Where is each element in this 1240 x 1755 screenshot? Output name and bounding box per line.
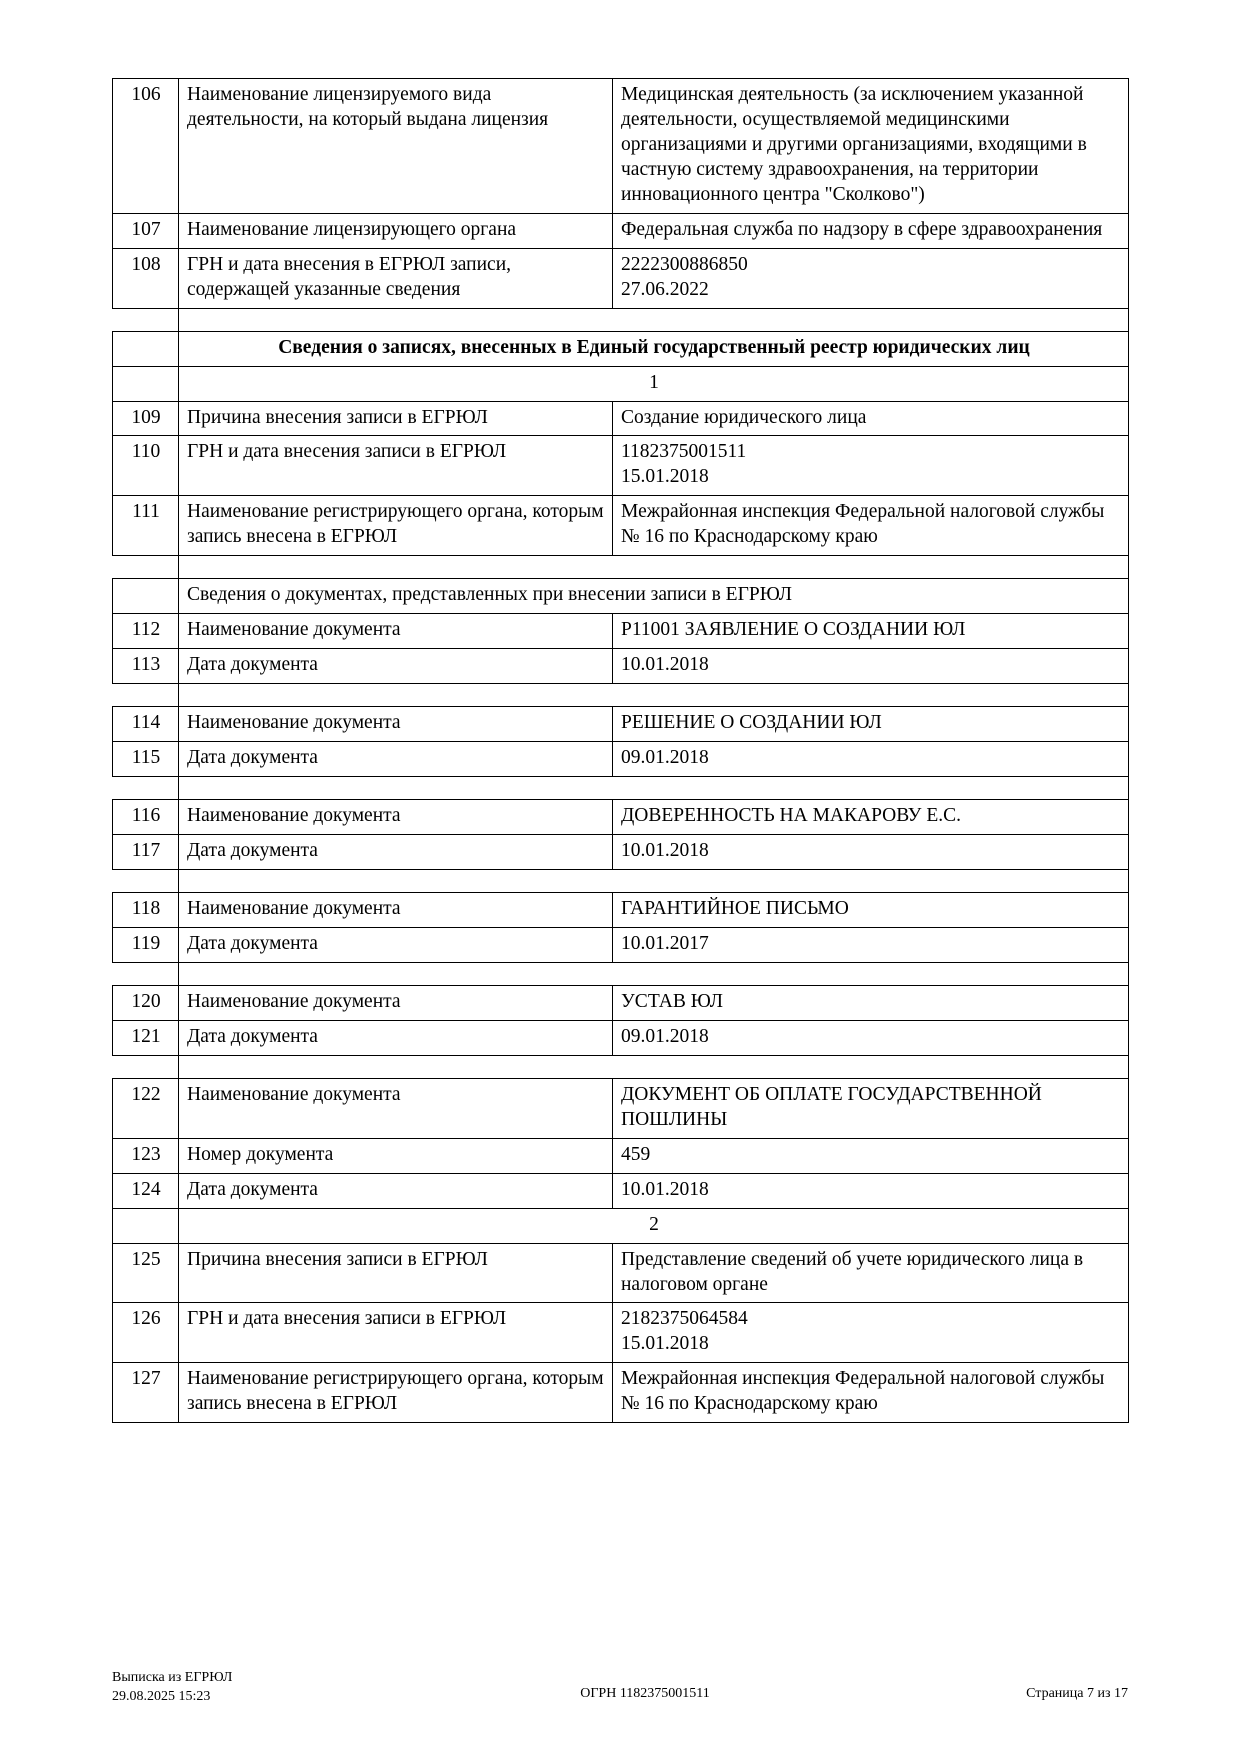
subsection-gutter xyxy=(113,579,179,614)
table-row xyxy=(113,1173,1129,1208)
row-number: 117 xyxy=(113,835,179,870)
row-number: 127 xyxy=(113,1363,179,1423)
spacer-cell-left xyxy=(113,869,179,892)
row-field-name: Дата документа xyxy=(179,742,613,777)
row-number: 107 xyxy=(113,213,179,248)
row-number: 119 xyxy=(113,927,179,962)
table-row xyxy=(113,649,1129,684)
table-row xyxy=(113,985,1129,1020)
row-number: 113 xyxy=(113,649,179,684)
table-spacer-row xyxy=(113,556,1129,579)
row-field-name: Наименование документа xyxy=(179,614,613,649)
table-spacer-row xyxy=(113,308,1129,331)
table-row xyxy=(113,1138,1129,1173)
spacer-cell-left xyxy=(113,684,179,707)
spacer-cell-left xyxy=(113,556,179,579)
spacer-cell xyxy=(179,777,1129,800)
row-field-value: Межрайонная инспекция Федеральной налоговой службы № 16 по Краснодарскому краю xyxy=(613,496,1129,556)
row-field-value: 1182375001511 15.01.2018 xyxy=(613,436,1129,496)
footer-page-number: Страница 7 из 17 xyxy=(1026,1686,1128,1702)
row-field-value: 459 xyxy=(613,1138,1129,1173)
row-field-name: Наименование документа xyxy=(179,985,613,1020)
table-row xyxy=(113,213,1129,248)
table-spacer-row xyxy=(113,1055,1129,1078)
table-row xyxy=(113,927,1129,962)
section-heading: Сведения о записях, внесенных в Единый государственный реестр юридических лиц xyxy=(179,331,1129,366)
row-field-name: Номер документа xyxy=(179,1138,613,1173)
row-number: 106 xyxy=(113,79,179,214)
group-index-label: 1 xyxy=(179,366,1129,401)
table-row xyxy=(113,79,1129,214)
table-row xyxy=(113,1078,1129,1138)
row-field-name: Наименование документа xyxy=(179,707,613,742)
spacer-cell xyxy=(179,962,1129,985)
table-row xyxy=(113,1303,1129,1363)
section-gutter xyxy=(113,331,179,366)
row-field-value: 10.01.2017 xyxy=(613,927,1129,962)
row-field-name: ГРН и дата внесения записи в ЕГРЮЛ xyxy=(179,1303,613,1363)
row-field-value: Создание юридического лица xyxy=(613,401,1129,436)
row-field-name: Причина внесения записи в ЕГРЮЛ xyxy=(179,1243,613,1303)
row-field-name: Причина внесения записи в ЕГРЮЛ xyxy=(179,401,613,436)
group-gutter xyxy=(113,366,179,401)
table-row xyxy=(113,1363,1129,1423)
row-number: 122 xyxy=(113,1078,179,1138)
table-spacer-row xyxy=(113,962,1129,985)
footer-ogrn: ОГРН 1182375001511 xyxy=(580,1686,710,1702)
table-row xyxy=(113,248,1129,308)
row-field-value: УСТАВ ЮЛ xyxy=(613,985,1129,1020)
row-field-name: Наименование документа xyxy=(179,800,613,835)
row-field-name: Наименование лицензирующего органа xyxy=(179,213,613,248)
table-row xyxy=(113,401,1129,436)
row-number: 120 xyxy=(113,985,179,1020)
row-field-value: РЕШЕНИЕ О СОЗДАНИИ ЮЛ xyxy=(613,707,1129,742)
table-row xyxy=(113,800,1129,835)
row-number: 121 xyxy=(113,1020,179,1055)
section-heading-row xyxy=(113,331,1129,366)
row-field-name: Наименование документа xyxy=(179,892,613,927)
row-field-value: Р11001 ЗАЯВЛЕНИЕ О СОЗДАНИИ ЮЛ xyxy=(613,614,1129,649)
row-field-value: Федеральная служба по надзору в сфере здравоохранения xyxy=(613,213,1129,248)
row-number: 124 xyxy=(113,1173,179,1208)
row-field-value: ДОКУМЕНТ ОБ ОПЛАТЕ ГОСУДАРСТВЕННОЙ ПОШЛИНЫ xyxy=(613,1078,1129,1138)
row-field-name: ГРН и дата внесения записи в ЕГРЮЛ xyxy=(179,436,613,496)
row-number: 108 xyxy=(113,248,179,308)
row-number: 126 xyxy=(113,1303,179,1363)
table-row xyxy=(113,436,1129,496)
row-number: 114 xyxy=(113,707,179,742)
row-number: 110 xyxy=(113,436,179,496)
row-number: 115 xyxy=(113,742,179,777)
footer-document-title: Выписка из ЕГРЮЛ xyxy=(112,1670,233,1686)
row-field-value: 09.01.2018 xyxy=(613,1020,1129,1055)
spacer-cell-left xyxy=(113,962,179,985)
table-row xyxy=(113,1243,1129,1303)
row-field-value: 10.01.2018 xyxy=(613,835,1129,870)
row-number: 123 xyxy=(113,1138,179,1173)
row-field-name: Дата документа xyxy=(179,835,613,870)
table-spacer-row xyxy=(113,777,1129,800)
row-number: 125 xyxy=(113,1243,179,1303)
row-field-value: 09.01.2018 xyxy=(613,742,1129,777)
table-row xyxy=(113,707,1129,742)
egrul-records-table xyxy=(112,78,1129,1423)
row-field-value: ГАРАНТИЙНОЕ ПИСЬМО xyxy=(613,892,1129,927)
spacer-cell xyxy=(179,869,1129,892)
row-field-name: Дата документа xyxy=(179,1173,613,1208)
spacer-cell xyxy=(179,1055,1129,1078)
row-field-value: 10.01.2018 xyxy=(613,1173,1129,1208)
page-footer xyxy=(112,1669,1128,1707)
row-number: 109 xyxy=(113,401,179,436)
row-number: 112 xyxy=(113,614,179,649)
row-field-name: Наименование лицензируемого вида деятельности, на который выдана лицензия xyxy=(179,79,613,214)
table-row xyxy=(113,614,1129,649)
spacer-cell-left xyxy=(113,1055,179,1078)
table-row xyxy=(113,742,1129,777)
table-row xyxy=(113,1020,1129,1055)
table-row xyxy=(113,835,1129,870)
spacer-cell-left xyxy=(113,308,179,331)
group-index-row xyxy=(113,366,1129,401)
group-index-row xyxy=(113,1208,1129,1243)
table-row xyxy=(113,496,1129,556)
row-field-name: Наименование регистрирующего органа, которым запись внесена в ЕГРЮЛ xyxy=(179,1363,613,1423)
row-field-value: Межрайонная инспекция Федеральной налоговой службы № 16 по Краснодарскому краю xyxy=(613,1363,1129,1423)
row-field-value: 2182375064584 15.01.2018 xyxy=(613,1303,1129,1363)
row-field-name: Дата документа xyxy=(179,1020,613,1055)
row-field-value: Медицинская деятельность (за исключением указанной деятельности, осуществляемой медицинскими организациями и другими организациями, входящими в частную систему здравоохранения, на территории инновационного центра "Сколково") xyxy=(613,79,1129,214)
row-field-name: Дата документа xyxy=(179,927,613,962)
row-field-name: Наименование регистрирующего органа, которым запись внесена в ЕГРЮЛ xyxy=(179,496,613,556)
subsection-heading-row xyxy=(113,579,1129,614)
row-field-value: 10.01.2018 xyxy=(613,649,1129,684)
table-spacer-row xyxy=(113,684,1129,707)
row-number: 116 xyxy=(113,800,179,835)
spacer-cell xyxy=(179,684,1129,707)
spacer-cell xyxy=(179,308,1129,331)
row-field-name: Дата документа xyxy=(179,649,613,684)
row-number: 111 xyxy=(113,496,179,556)
group-gutter xyxy=(113,1208,179,1243)
row-number: 118 xyxy=(113,892,179,927)
row-field-name: ГРН и дата внесения в ЕГРЮЛ записи, содержащей указанные сведения xyxy=(179,248,613,308)
spacer-cell xyxy=(179,556,1129,579)
footer-timestamp: 29.08.2025 15:23 xyxy=(112,1689,211,1705)
row-field-value: ДОВЕРЕННОСТЬ НА МАКАРОВУ Е.С. xyxy=(613,800,1129,835)
row-field-name: Наименование документа xyxy=(179,1078,613,1138)
table-spacer-row xyxy=(113,869,1129,892)
row-field-value: 2222300886850 27.06.2022 xyxy=(613,248,1129,308)
subsection-heading: Сведения о документах, представленных при внесении записи в ЕГРЮЛ xyxy=(179,579,1129,614)
row-field-value: Представление сведений об учете юридического лица в налоговом органе xyxy=(613,1243,1129,1303)
group-index-label: 2 xyxy=(179,1208,1129,1243)
table-row xyxy=(113,892,1129,927)
spacer-cell-left xyxy=(113,777,179,800)
